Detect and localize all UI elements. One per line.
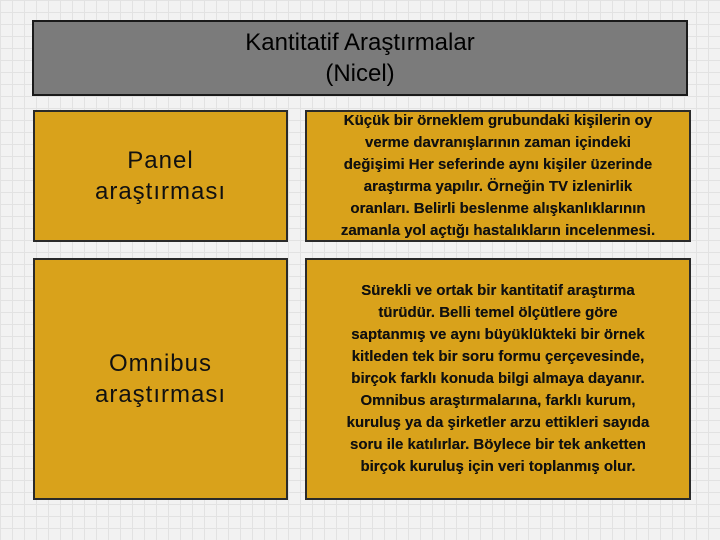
panel-desc-line: oranları. Belirli beslenme alışkanlıklarının: [350, 200, 646, 217]
omnibus-desc-line: türüdür. Belli temel ölçütlere göre: [378, 304, 618, 321]
omnibus-label: [95, 348, 226, 410]
omnibus-desc-line: Omnibus araştırmalarına, farklı kurum,: [360, 392, 636, 409]
omnibus-desc-line: saptanmış ve aynı büyüklükteki bir örnek: [351, 326, 645, 343]
title-line-1: Kantitatif Araştırmalar: [245, 29, 475, 56]
panel-label: [95, 145, 226, 207]
omnibus-desc-line: kuruluş ya da şirketler arzu ettikleri sayıda: [346, 414, 650, 431]
omnibus-desc-line: birçok kuruluş için veri toplanmış olur.: [360, 458, 636, 475]
omnibus-description: [347, 280, 650, 478]
panel-desc-line: Küçük bir örneklem grubundaki kişilerin oy: [343, 112, 653, 129]
panel-label-line-1: Panel: [127, 147, 194, 174]
panel-desc-line: araştırma yapılır. Örneğin TV izlenirlik: [363, 178, 633, 195]
panel-desc-line: değişimi Her seferinde aynı kişiler üzerinde: [343, 156, 653, 173]
omnibus-desc-line: birçok farklı konuda bilgi almaya dayanır.: [351, 370, 645, 387]
omnibus-desc-line: kitleden tek bir soru formu çerçevesinde,: [351, 348, 645, 365]
omnibus-desc-line: soru ile katılırlar. Böylece bir tek anketten: [350, 436, 646, 453]
panel-label-line-2: araştırması: [94, 178, 227, 205]
panel-label-box: [33, 110, 288, 242]
omnibus-description-box: [305, 258, 691, 500]
panel-desc-line: zamanla yol açtığı hastalıkların incelenmesi.: [340, 222, 656, 239]
title-line-2: (Nicel): [325, 60, 395, 87]
omnibus-label-box: [33, 258, 288, 500]
omnibus-label-line-1: Omnibus: [108, 350, 213, 377]
panel-desc-line: verme davranışlarının zaman içindeki: [365, 134, 631, 151]
omnibus-desc-line: Sürekli ve ortak bir kantitatif araştırma: [361, 282, 635, 299]
omnibus-label-line-2: araştırması: [94, 381, 227, 408]
panel-description-box: [305, 110, 691, 242]
title-box: [32, 20, 688, 96]
panel-description: [341, 110, 655, 242]
